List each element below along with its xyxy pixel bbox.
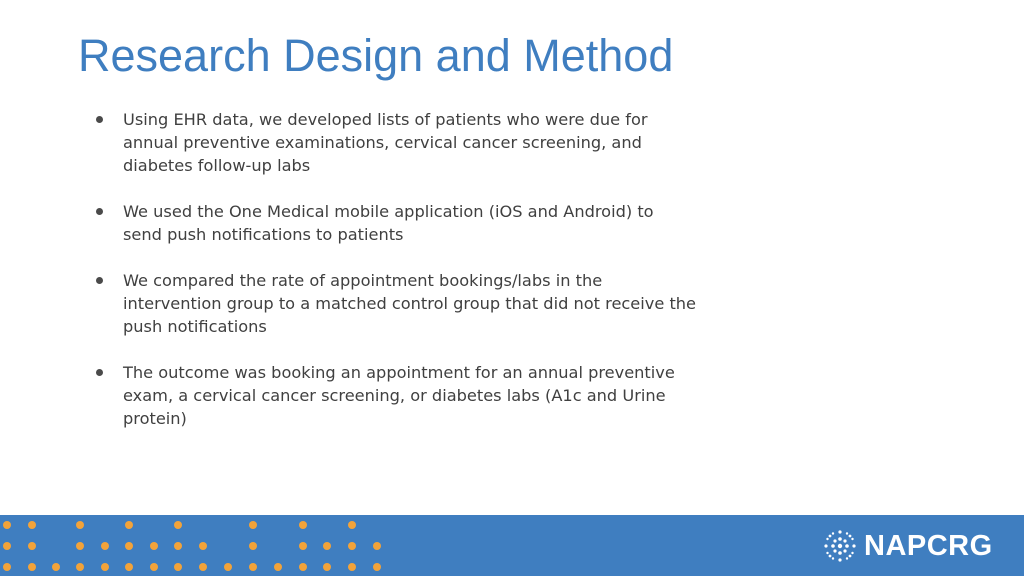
- footer-dot: [348, 521, 356, 529]
- starburst-dots-icon: [822, 528, 858, 564]
- bullet-item: [96, 108, 696, 177]
- footer-dot: [76, 563, 84, 571]
- bullet-text: We used the One Medical mobile application (iOS and Android) to send push notifications to patients: [123, 202, 654, 244]
- footer-dot: [76, 521, 84, 529]
- footer-dot: [224, 563, 232, 571]
- bullet-item: [96, 361, 696, 430]
- footer-dot: [373, 542, 381, 550]
- footer-dot: [101, 563, 109, 571]
- footer-dot: [274, 563, 282, 571]
- bullet-dot-icon: [96, 369, 103, 376]
- bullet-text: The outcome was booking an appointment for an annual preventive exam, a cervical cancer screening, or diabetes labs (A1c and Urine protein): [123, 363, 675, 428]
- slide-title: Research Design and Method: [78, 30, 674, 81]
- footer-dot: [199, 542, 207, 550]
- bullet-text: We compared the rate of appointment bookings/labs in the intervention group to a matched control group that did not receive the push notifications: [123, 271, 697, 336]
- footer-dot: [28, 542, 36, 550]
- footer-dot: [3, 521, 11, 529]
- bullet-dot-icon: [96, 277, 103, 284]
- footer-dot: [323, 563, 331, 571]
- footer-dot: [101, 542, 109, 550]
- footer-dot: [3, 542, 11, 550]
- bullet-item: [96, 200, 696, 246]
- footer-dot: [299, 542, 307, 550]
- bullet-dot-icon: [96, 116, 103, 123]
- footer-dot: [174, 563, 182, 571]
- footer-dot: [174, 542, 182, 550]
- footer-dot: [348, 563, 356, 571]
- footer-dot: [52, 563, 60, 571]
- footer-dot: [3, 563, 11, 571]
- footer-dot: [125, 521, 133, 529]
- footer-dot: [299, 521, 307, 529]
- footer-dot: [125, 542, 133, 550]
- footer-dot: [174, 521, 182, 529]
- footer-dot: [299, 563, 307, 571]
- footer-dot: [150, 542, 158, 550]
- bullet-item: [96, 269, 696, 338]
- bullet-text: Using EHR data, we developed lists of patients who were due for annual preventive examinations, cervical cancer screening, and diabetes follow-up labs: [123, 110, 648, 175]
- napcrg-logo: [822, 528, 993, 564]
- logo-text: NAPCRG: [864, 529, 993, 562]
- footer-dot: [76, 542, 84, 550]
- footer-dot: [150, 563, 158, 571]
- footer-dot: [28, 563, 36, 571]
- footer-dot: [249, 542, 257, 550]
- bullet-dot-icon: [96, 208, 103, 215]
- footer-dot: [348, 542, 356, 550]
- footer-dot: [199, 563, 207, 571]
- bullet-list: [96, 108, 696, 453]
- footer-dot: [323, 542, 331, 550]
- footer-dot: [373, 563, 381, 571]
- footer-dot: [249, 563, 257, 571]
- footer-dot: [125, 563, 133, 571]
- footer-dot: [249, 521, 257, 529]
- footer-dot: [28, 521, 36, 529]
